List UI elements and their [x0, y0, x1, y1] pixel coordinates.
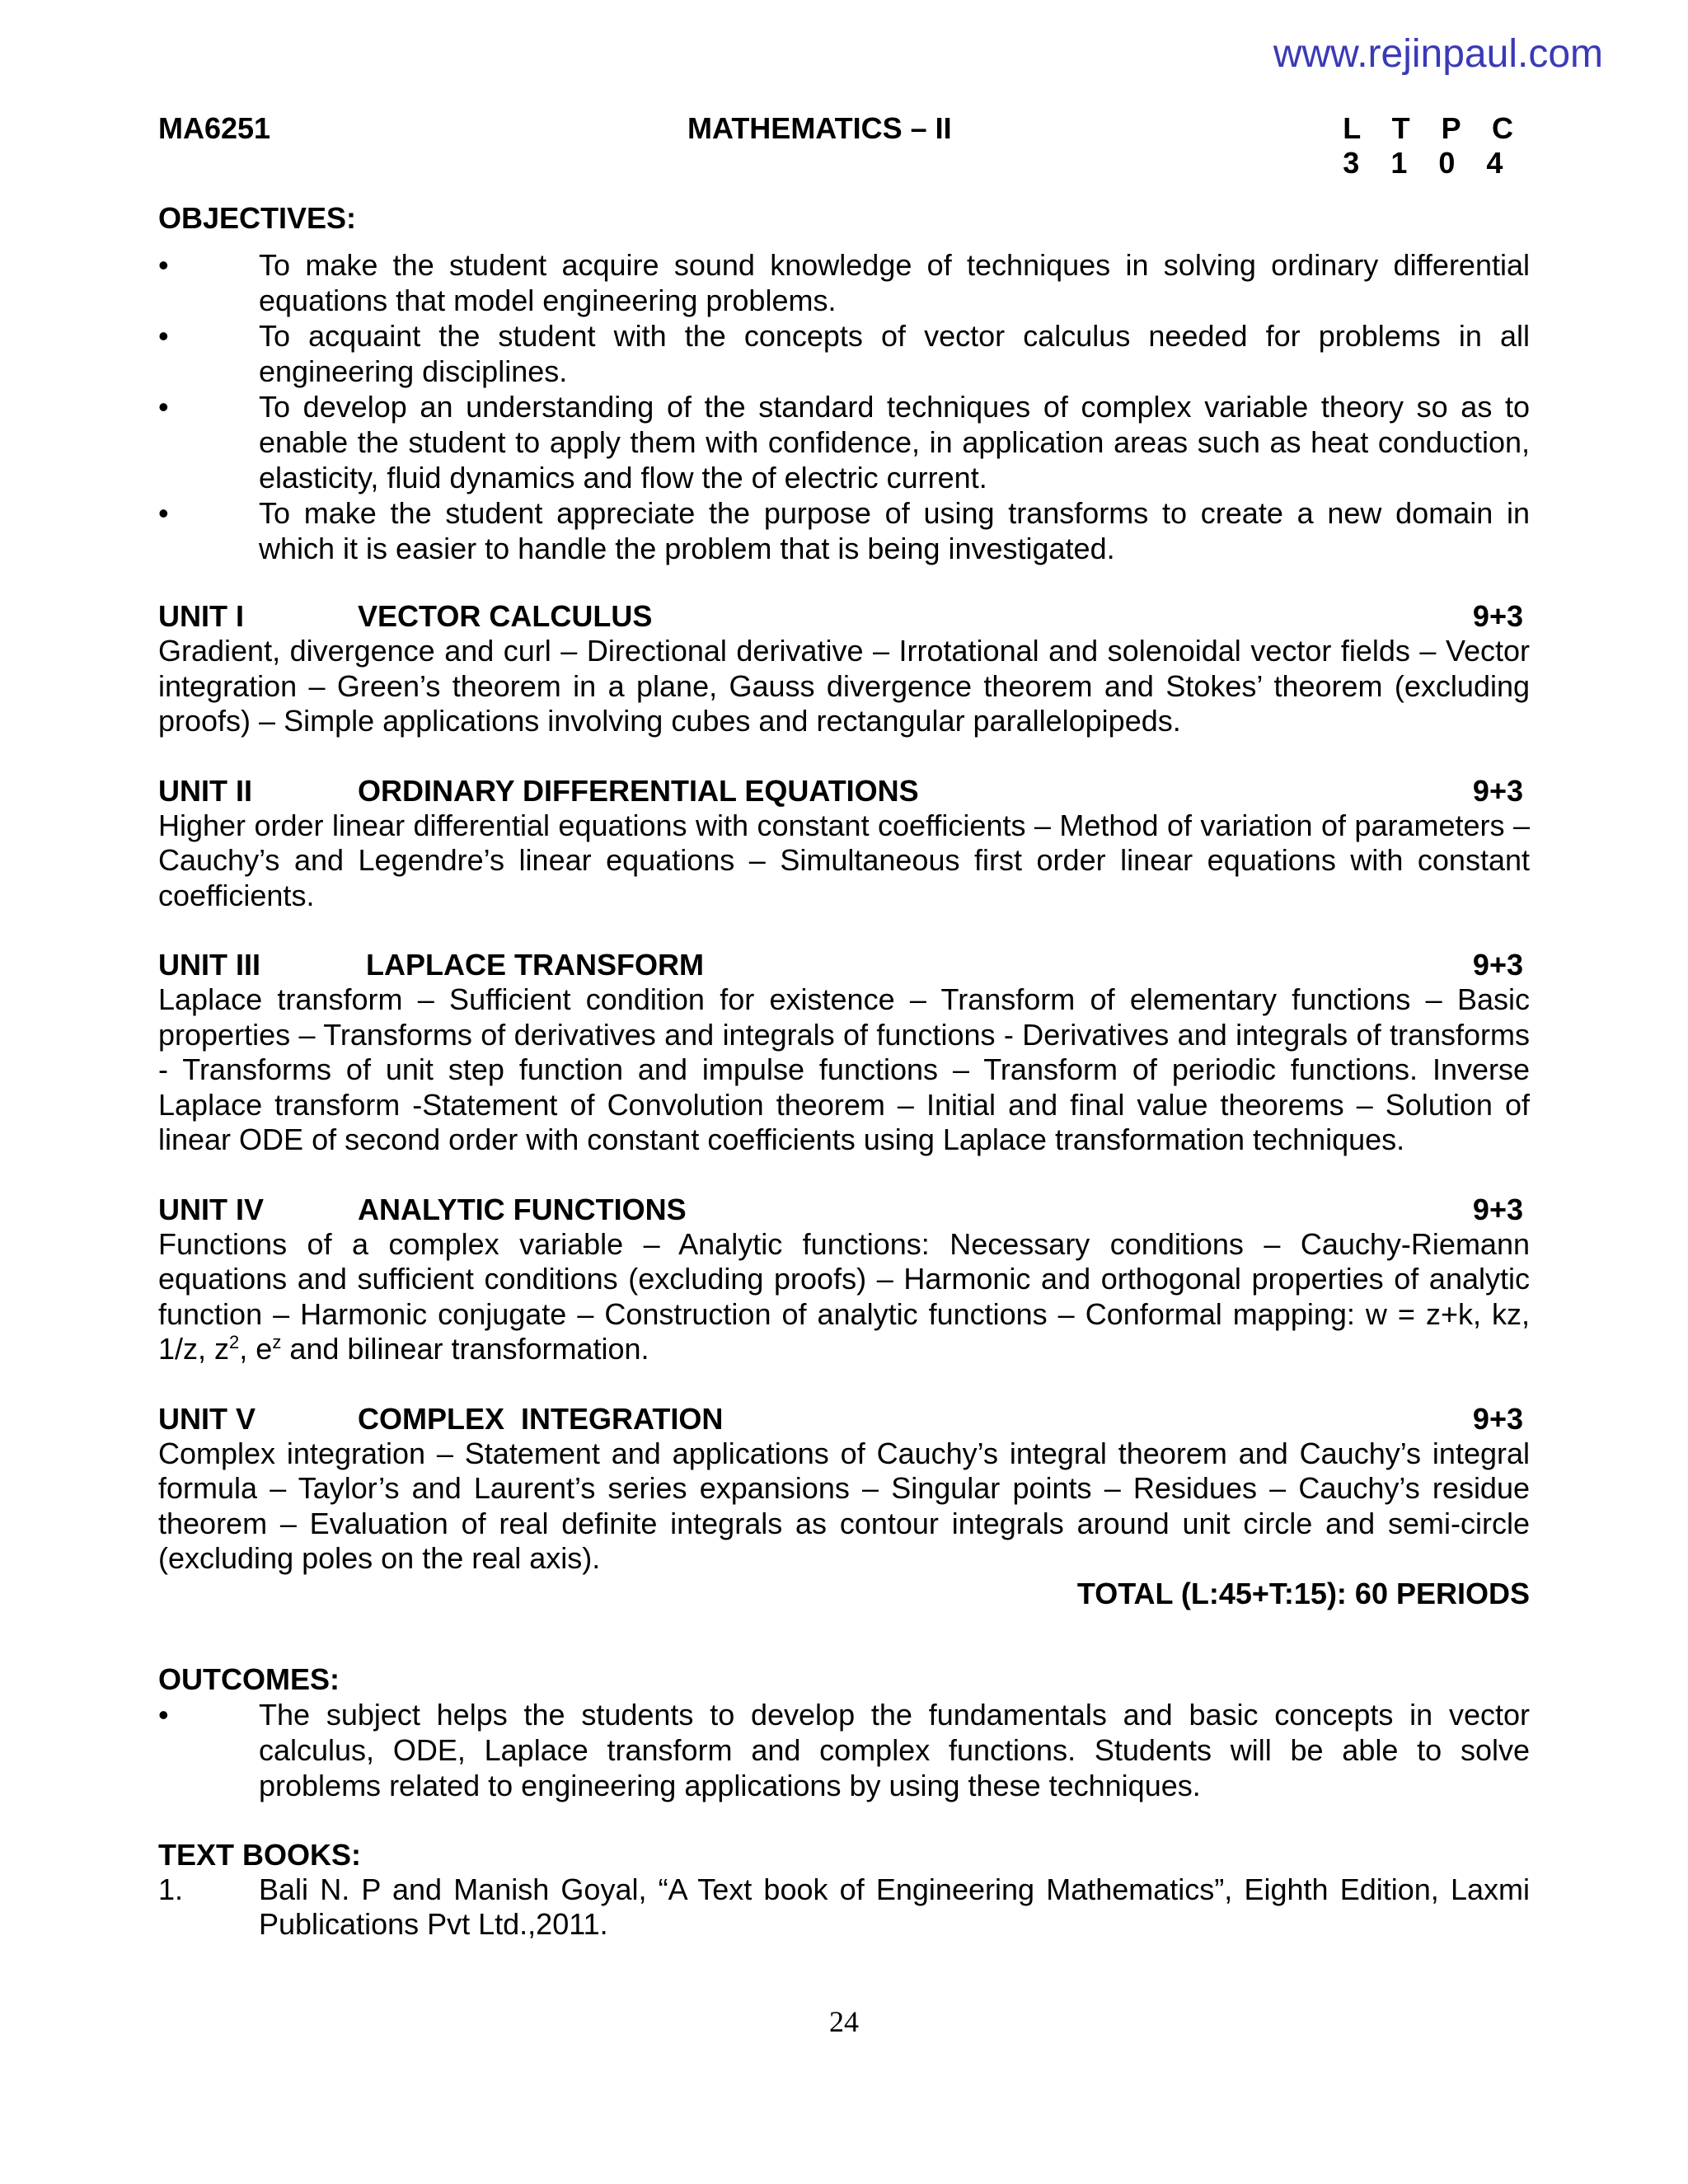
objective-item — [158, 247, 1530, 318]
outcome-text: The subject helps the students to develop the fundamentals and basic concepts in vector calculus, ODE, Laplace transform and complex functions. Students will be able to solve problems related to engineering applications by using these techniques. — [259, 1697, 1530, 1802]
unit-heading — [158, 1193, 1530, 1227]
unit-content: Complex integration – Statement and applications of Cauchy’s integral theorem and Cauchy’s integral formula – Taylor’s and Laurent’s series expansions – Singular points – Residues – Cauchy’s residue theorem – Evaluation of real definite integrals as contour integrals around unit circle and semi-circle (excluding poles on the real axis). — [158, 1436, 1530, 1575]
unit-hours: 9+3 — [1472, 773, 1523, 808]
unit-number: UNIT I — [158, 599, 244, 633]
text-book-number: 1. — [158, 1872, 184, 1906]
objectives-heading: OBJECTIVES: — [158, 201, 357, 235]
unit-hours: 9+3 — [1472, 1401, 1523, 1436]
unit-number: UNIT IV — [158, 1192, 265, 1226]
unit-section — [158, 599, 1530, 739]
unit-hours: 9+3 — [1472, 599, 1523, 633]
text-book-item — [158, 1872, 1530, 1942]
unit-hours: 9+3 — [1472, 948, 1523, 982]
course-header — [158, 109, 1530, 181]
ltpc-block — [1343, 111, 1525, 180]
bullet-icon: • — [158, 248, 169, 282]
unit-name: ANALYTIC FUNCTIONS — [358, 1192, 687, 1226]
objective-text: To acquaint the student with the concepts of vector calculus needed for problems in all engineering disciplines. — [259, 319, 1530, 388]
objective-text: To develop an understanding of the standard techniques of complex variable theory so as to enable the student to apply them with confidence, in application areas such as heat conduction, elasticity, fluid dynamics and flow the of electric current. — [259, 390, 1530, 494]
bullet-icon: • — [158, 1697, 169, 1732]
unit-heading — [158, 774, 1530, 808]
unit-section — [158, 948, 1530, 1158]
unit-heading — [158, 1402, 1530, 1436]
course-code: MA6251 — [158, 111, 271, 145]
superscript-z: z — [272, 1332, 282, 1352]
ltpc-values: 3 1 0 4 — [1343, 146, 1515, 180]
objective-item — [158, 389, 1530, 495]
total-periods: TOTAL (L:45+T:15): 60 PERIODS — [1076, 1576, 1530, 1610]
site-url-link[interactable]: www.rejinpaul.com — [1273, 32, 1603, 76]
unit-name: VECTOR CALCULUS — [358, 599, 653, 633]
unit-number: UNIT III — [158, 948, 260, 982]
page-number: 24 — [829, 2005, 859, 2038]
unit-section — [158, 1402, 1530, 1577]
course-title: MATHEMATICS – II — [687, 111, 952, 145]
unit-number: UNIT V — [158, 1401, 256, 1436]
unit-content: Laplace transform – Sufficient condition for existence – Transform of elementary functions – Basic properties – Transforms of derivatives and integrals of functions - Derivatives and integrals of transforms - Transforms of unit step function and impulse functions – Transform of periodic functions. Inverse Laplace transform -Statement of Convolution theorem – Initial and final value theorems – Solution of linear ODE of second order with constant coefficients using Laplace transformation techniques. — [158, 982, 1530, 1156]
unit-content: Functions of a complex variable – Analytic functions: Necessary conditions – Cauchy-Riemann equations and sufficient conditions (excluding proofs) – Harmonic and orthogonal properties of analytic function – Harmonic conjugate – Construction of analytic functions – Conformal mapping: w = z+k, kz, 1/z, $z^2$, $e^z$ and bilinear transformation. — [158, 1226, 1530, 1366]
unit-name: ORDINARY DIFFERENTIAL EQUATIONS — [358, 773, 919, 808]
bullet-icon: • — [158, 319, 169, 353]
objectives-list — [158, 247, 1530, 566]
text-books-heading: TEXT BOOKS: — [158, 1837, 362, 1872]
outcomes-list — [158, 1697, 1530, 1803]
syllabus-page — [158, 109, 1530, 1942]
bullet-icon: • — [158, 496, 169, 530]
ltpc-labels: L T P C — [1343, 111, 1525, 145]
objective-text: To make the student appreciate the purpose of using transforms to create a new domain in which it is easier to handle the problem that is being investigated. — [259, 496, 1530, 565]
objective-item — [158, 318, 1530, 389]
outcomes-heading: OUTCOMES: — [158, 1661, 340, 1696]
superscript-two: 2 — [229, 1332, 240, 1352]
objective-item — [158, 495, 1530, 566]
unit-name: LAPLACE TRANSFORM — [366, 948, 704, 982]
unit-hours: 9+3 — [1472, 1192, 1523, 1226]
text-book-citation: Bali N. P and Manish Goyal, “A Text book of Engineering Mathematics”, Eighth Edition, Laxmi Publications Pvt Ltd.,2011. — [259, 1872, 1530, 1941]
outcome-item — [158, 1697, 1530, 1803]
unit-heading — [158, 599, 1530, 634]
unit-section — [158, 774, 1530, 914]
unit-heading — [158, 948, 1530, 982]
unit-number: UNIT II — [158, 773, 252, 808]
bullet-icon: • — [158, 390, 169, 424]
unit-content: Gradient, divergence and curl – Directional derivative – Irrotational and solenoidal vector fields – Vector integration – Green’s theorem in a plane, Gauss divergence theorem and Stokes’ theorem (excluding proofs) – Simple applications involving cubes and rectangular parallelopipeds. — [158, 634, 1530, 738]
unit-section — [158, 1193, 1530, 1367]
unit-content: Higher order linear differential equations with constant coefficients – Method of variation of parameters – Cauchy’s and Legendre’s linear equations – Simultaneous first order linear equations with constant coefficients. — [158, 808, 1530, 912]
unit-name: COMPLEX INTEGRATION — [358, 1401, 724, 1436]
objective-text: To make the student acquire sound knowledge of techniques in solving ordinary differential equations that model engineering problems. — [259, 248, 1530, 317]
